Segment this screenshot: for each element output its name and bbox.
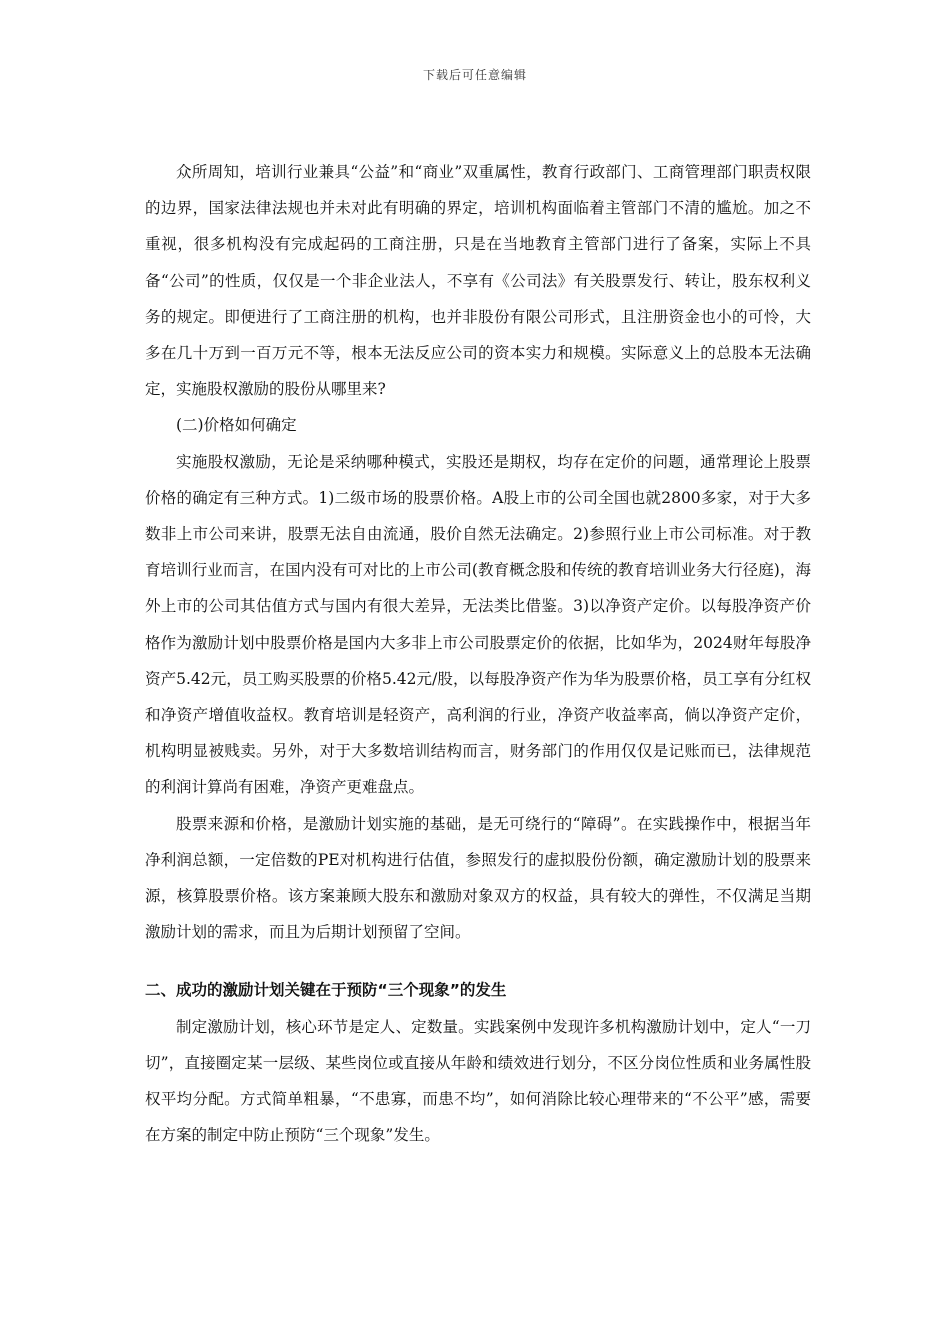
document-body xyxy=(145,154,811,1153)
paragraph-incentive-plan: 制定激励计划，核心环节是定人、定数量。实践案例中发现许多机构激励计划中，定人“一刀切”，直接圈定某一层级、某些岗位或直接从年龄和绩效进行划分，不区分岗位性质和业务属性股权平均分配。方式简单粗暴，“不患寡，而患不均”，如何消除比较心理带来的“不公平”感，需要在方案的制定中防止预防“三个现象”发生。 xyxy=(145,1017,811,1145)
paragraph-pricing-methods: 实施股权激励，无论是采纳哪种模式，实股还是期权，均存在定价的问题，通常理论上股票价格的确定有三种方式。1)二级市场的股票价格。A股上市的公司全国也就2800多家，对于大多数非上市公司来讲，股票无法自由流通，股价自然无法确定。2)参照行业上市公司标准。对于教育培训行业而言，在国内没有可对比的上市公司(教育概念股和传统的教育培训业务大行径庭)，海外上市的公司其估值方式与国内有很大差异，无法类比借鉴。3)以净资产定价。以每股净资产价格作为激励计划中股票价格是国内大多非上市公司股票定价的依据，比如华为，2024财年每股净资产5.42元，员工购买股票的价格5.42元/股，以每股净资产作为华为股票价格，员工享有分红权和净资产增值收益权。教育培训是轻资产，高利润的行业，净资产收益率高，倘以净资产定价，机构明显被贱卖。另外，对于大多数培训结构而言，财务部门的作用仅仅是记账而已，法律规范的利润计算尚有困难，净资产更难盘点。 xyxy=(145,452,811,797)
paragraph-share-source: 众所周知，培训行业兼具“公益”和“商业”双重属性，教育行政部门、工商管理部门职责权限的边界，国家法律法规也并未对此有明确的界定，培训机构面临着主管部门不清的尴尬。加之不重视，很多机构没有完成起码的工商注册，只是在当地教育主管部门进行了备案，实际上不具备“公司”的性质，仅仅是一个非企业法人，不享有《公司法》有关股票发行、转让，股东权利义务的规定。即便进行了工商注册的机构，也并非股份有限公司形式，且注册资金也小的可怜，大多在几十万到一百万元不等，根本无法反应公司的资本实力和规模。实际意义上的总股本无法确定，实施股权激励的股份从哪里来? xyxy=(145,163,811,399)
paragraph-practice: 股票来源和价格，是激励计划实施的基础，是无可绕行的“障碍”。在实践操作中，根据当年净利润总额，一定倍数的PE对机构进行估值，参照发行的虚拟股份份额，确定激励计划的股票来源，核算股票价格。该方案兼顾大股东和激励对象双方的权益，具有较大的弹性，不仅满足当期激励计划的需求，而且为后期计划预留了空间。 xyxy=(145,814,811,942)
section-heading-two: 二、成功的激励计划关键在于预防“三个现象”的发生 xyxy=(145,981,507,1000)
page-header-note: 下载后可任意编辑 xyxy=(422,68,527,82)
subheading-price: (二)价格如何确定 xyxy=(176,416,297,435)
